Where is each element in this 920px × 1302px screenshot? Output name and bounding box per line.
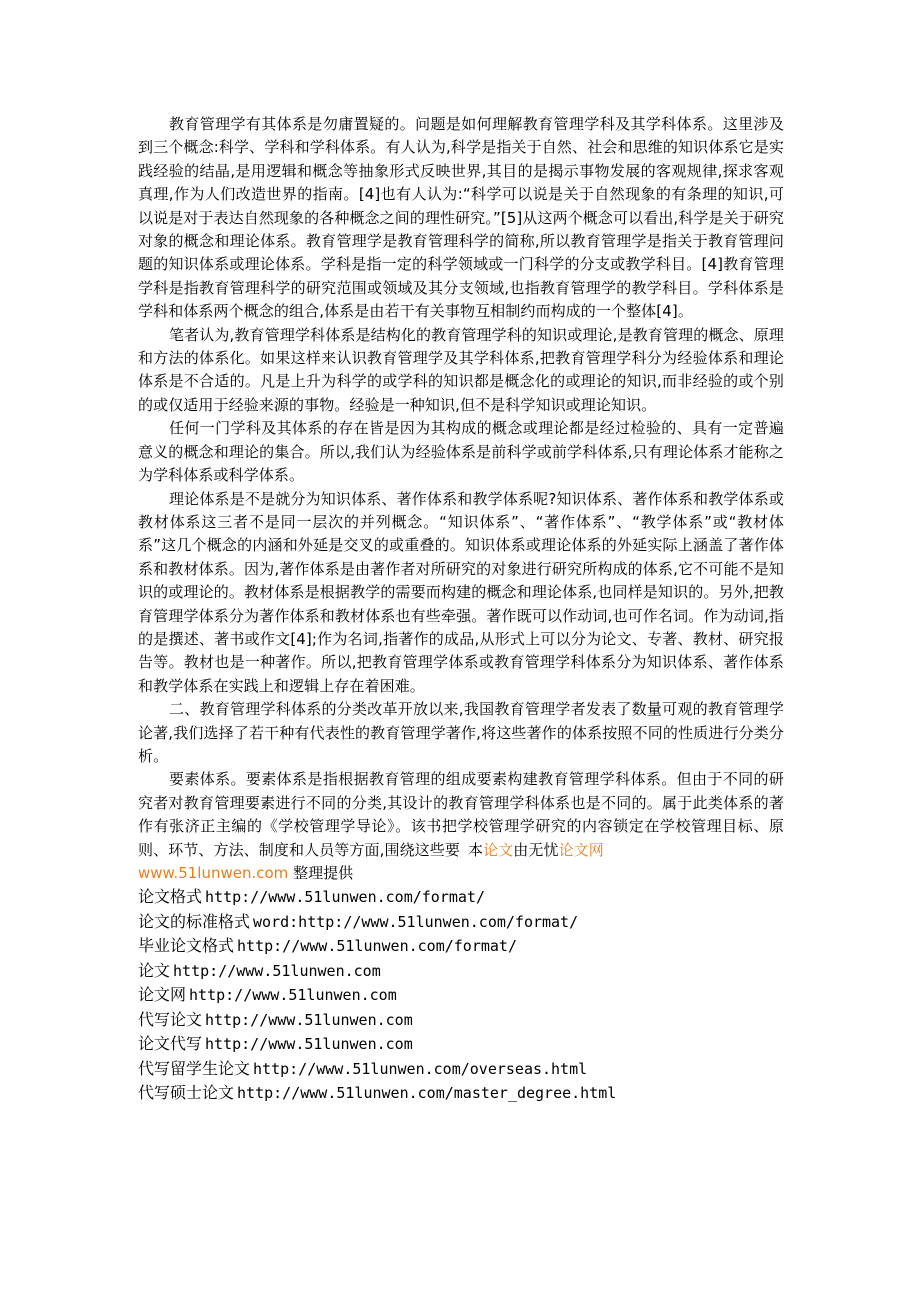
promo-middle: 由无忧 [513,840,559,859]
paragraph-theory: 任何一门学科及其体系的存在皆是因为其构成的概念或理论都是经过检验的、具有一定普遍意义的概念和理论的集合。所以,我们认为经验体系是前科学或前学科体系,只有理论体系才能称之为学科体系或科学体系。 [138,419,784,485]
link-row-ghostwrite[interactable] [138,1008,784,1033]
link-row-paper-ghostwrite[interactable] [138,1032,784,1057]
link-url[interactable]: http://www.51lunwen.com [205,1035,413,1053]
paragraph-system-types: 理论体系是不是就分为知识体系、著作体系和教学体系呢?知识体系、著作体系和教学体系或教材体系这三者不是同一层次的并列概念。“知识体系”、“著作体系”、“教学体系”或“教材体系”这几个概念的内涵和外延是交叉的或重叠的。知识体系或理论体系的外延实际上涵盖了著作体系和教材体系。因为,著作体系是由著作者对所研究的对象进行研究所构成的体系,它不可能不是知识的或理论的。教材体系是根据教学的需要而构建的概念和理论体系,也同样是知识的。另外,把教育管理学体系分为著作体系和教材体系也有些牵强。著作既可以作动词,也可作名词。作为动词,指的是撰述、著书或作文[4];作为名词,指著作的成品,从形式上可以分为论文、专著、教材、研究报告等。教材也是一种著作。所以,把教育管理学体系或教育管理学科体系分为知识体系、著作体系和教学体系在实践上和逻辑上存在着困难。 [138,489,784,695]
link-row-master[interactable] [138,1081,784,1106]
paragraph-author-view: 笔者认为,教育管理学科体系是结构化的教育管理学科的知识或理论,是教育管理的概念、原理和方法的体系化。如果这样来认识教育管理学及其学科体系,把教育管理学科分为经验体系和理论体系是不合适的。凡是上升为科学的或学科的知识都是概念化的或理论的知识,而非经验的或个别的或仅适用于经验来源的事物。经验是一种知识,但不是科学知识或理论知识。 [138,325,784,414]
document-body [138,113,784,1106]
link-url[interactable]: http://www.51lunwen.com/overseas.html [253,1059,588,1078]
promo-suffix: 整理提供 [293,864,354,882]
link-label: 论文 [138,960,171,980]
link-url[interactable]: http://www.51lunwen.com/master_degree.html [237,1084,617,1102]
promo-site-url[interactable]: www.51lunwen.com [138,864,289,882]
link-url[interactable]: http://www.51lunwen.com [173,961,381,980]
paragraph-intro: 教育管理学有其体系是勿庸置疑的。问题是如何理解教育管理学科及其学科体系。这里涉及到三个概念:科学、学科和学科体系。有人认为,科学是指关于自然、社会和思维的知识体系它是实践经验的结晶,是用逻辑和概念等抽象形式反映世界,其目的是揭示事物发展的客观规律,探求客观真理,作为人们改造世界的指南。[4]也有人认为:“科学可以说是关于自然现象的有条理的知识,可以说是对于表达自然现象的各种概念之间的理性研究。”[5]从这两个概念可以看出,科学是关于研究对象的概念和理论体系。教育管理学是教育管理科学的简称,所以教育管理学是指关于教育管理问题的知识体系或理论体系。学科是指一定的科学领域或一门科学的分支或教学科目。[4]教育管理学科是指教育管理科学的研究范围或领域及其分支领域,也指教育管理学的教学科目。学科体系是学科和体系两个概念的组合,体系是由若干有关事物互相制约而构成的一个整体[4]。 [138,115,784,321]
link-url[interactable]: http://www.51lunwen.com/format/ [205,888,485,906]
link-row-overseas[interactable] [138,1057,784,1082]
link-label: 论文格式 [138,887,203,906]
link-label: 毕业论文格式 [138,936,235,955]
link-label: 代写论文 [138,1009,203,1029]
link-url[interactable]: http://www.51lunwen.com [189,986,397,1004]
link-row-paper[interactable] [138,959,784,984]
paragraph-classification: 二、教育管理学科体系的分类改革开放以来,我国教育管理学者发表了数量可观的教育管理学论著,我们选择了若干种有代表性的教育管理学著作,将这些著作的体系按照不同的性质进行分类分析。 [138,700,784,765]
paragraph-element-text: 要素体系。要素体系是指根据教育管理的组成要素构建教育管理学科体系。但由于不同的研究者对教育管理要素进行不同的分类,其设计的教育管理学科体系也是不同的。属于此类体系的著作有张济正主编的《学校管理学导论》。该书把学校管理学研究的内容锁定在学校管理目标、原则、环节、方法、制度和人员等方面,围绕这些要 [138,770,784,859]
link-label: 论文网 [138,985,187,1004]
link-row-paper-site[interactable] [138,983,784,1008]
promo-line [138,862,784,885]
link-url[interactable]: http://www.51lunwen.com [205,1010,413,1029]
link-label: 代写留学生论文 [138,1058,251,1078]
promo-link-site[interactable]: 论文网 [558,840,604,859]
promo-link-paper[interactable]: 论文 [483,840,514,859]
link-label: 论文的标准格式 [138,911,251,931]
paragraph-element-system [138,768,784,862]
link-label: 代写硕士论文 [138,1083,235,1102]
promo-prefix: 本 [467,840,484,859]
link-url[interactable]: word:http://www.51lunwen.com/format/ [253,912,579,931]
link-row-format[interactable] [138,885,784,910]
link-label: 论文代写 [138,1034,203,1053]
link-list [138,885,784,1106]
link-row-graduation-format[interactable] [138,934,784,959]
link-url[interactable]: http://www.51lunwen.com/format/ [237,937,517,955]
link-row-standard-format[interactable] [138,910,784,935]
